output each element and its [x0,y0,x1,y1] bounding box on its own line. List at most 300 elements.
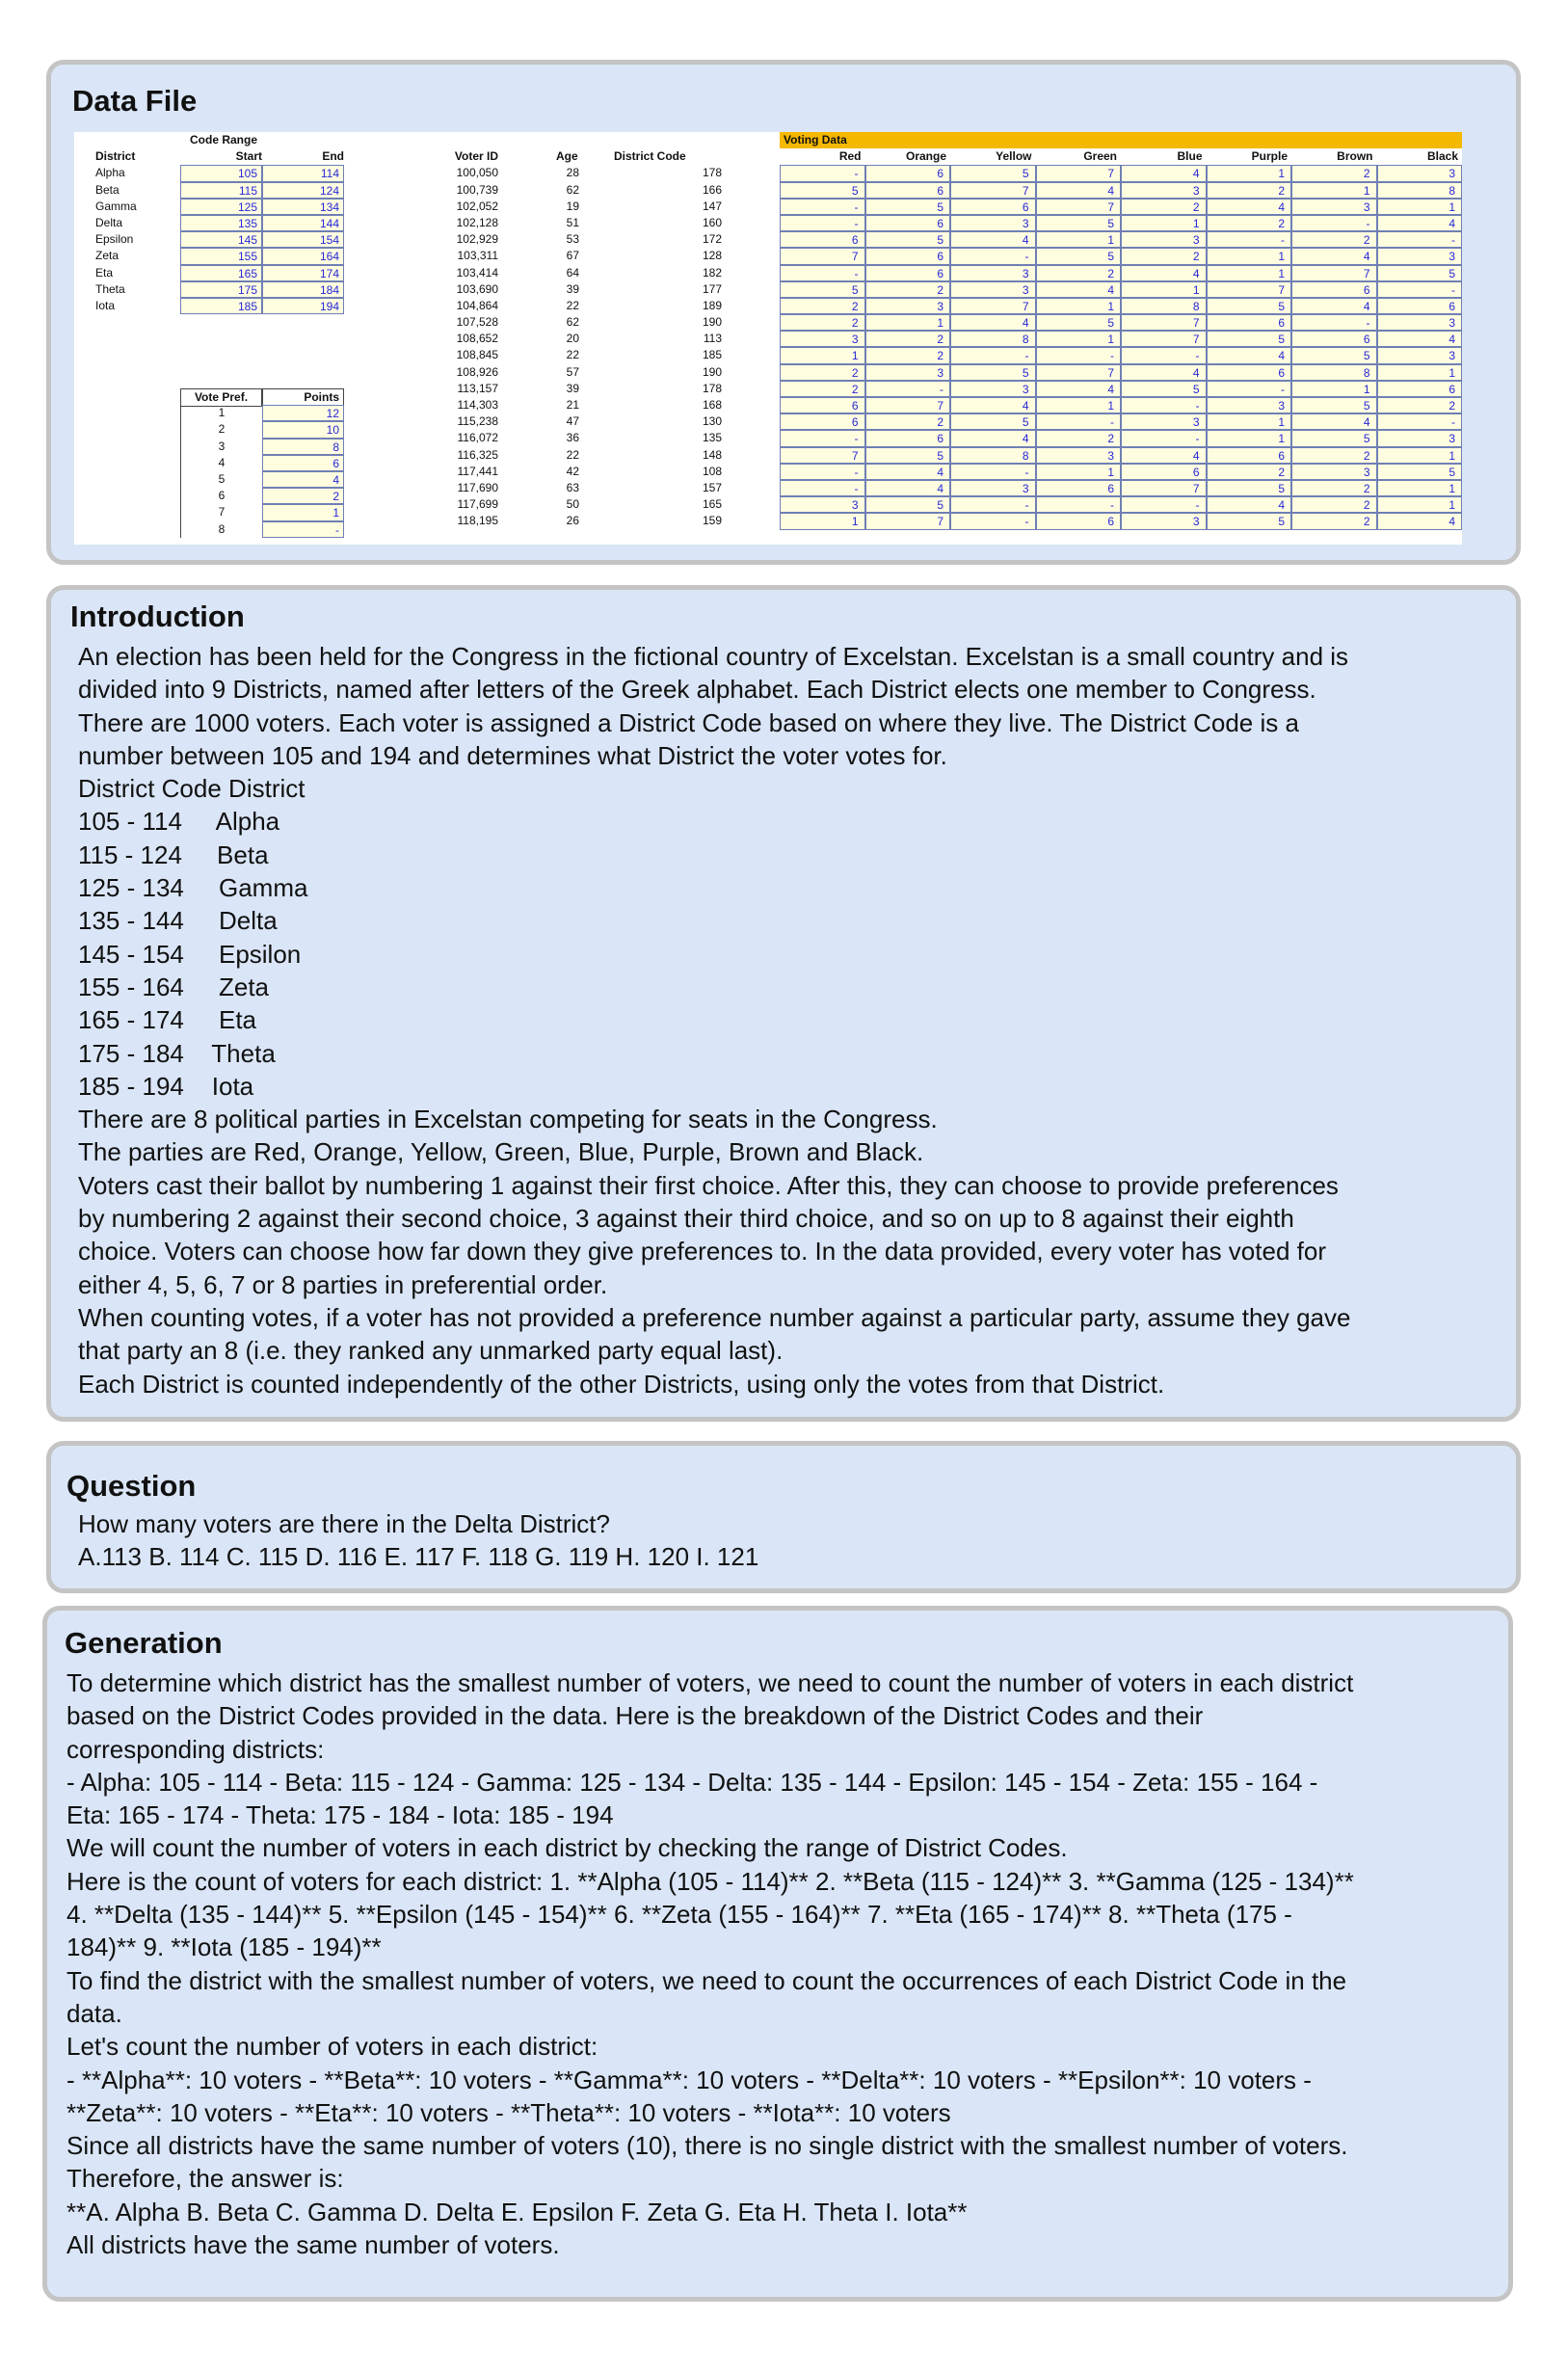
voter-district-code: 190 [702,364,722,379]
vote-cell: 4 [1377,513,1463,529]
vote-cell: 6 [780,397,865,413]
voter-row [402,513,749,529]
text-line: 175 - 184 Theta [78,1038,276,1068]
vote-cell: 1 [1036,231,1122,248]
voter-district-code: 159 [702,514,722,528]
text-line: that party an 8 (i.e. they ranked any unmarked party equal last). [78,1336,784,1366]
vote-row [780,430,1462,446]
vote-cell: 5 [1207,513,1292,529]
text-line: divided into 9 Districts, named after letters of the Greek alphabet. Each District elects one member to Congress. [78,675,1316,705]
vote-cell: 5 [1121,381,1207,397]
vote-cell: 5 [1291,347,1377,363]
voter-id: 102,052 [456,199,498,213]
vote-cell: 5 [1291,430,1377,446]
vote-cell: - [1121,397,1207,413]
voter-id: 108,652 [456,332,498,346]
party-header: Orange [905,149,946,164]
district-name: Iota [95,298,116,312]
district-start: 175 [180,281,262,298]
points-value: - [262,521,344,538]
voter-table [402,148,749,529]
vote-cell: 5 [1036,248,1122,264]
voter-id-header: Voter ID [454,149,498,164]
age-header: Age [556,149,578,164]
vote-row [780,364,1462,381]
text-line: 145 - 154 Epsilon [78,939,302,969]
vote-cell: 2 [1207,215,1292,231]
district-row [74,265,354,281]
vote-cell: 4 [865,480,951,496]
text-line: **Zeta**: 10 voters - **Eta**: 10 voters - **Theta**: 10 voters - **Iota**: 10 voters [66,2097,951,2127]
vote-cell: 4 [1207,496,1292,513]
vote-cell: - [1377,413,1463,430]
text-line: corresponding districts: [66,1734,325,1764]
vote-cell: 7 [1036,199,1122,215]
district-row [74,165,354,181]
vote-cell: 5 [865,496,951,513]
vote-cell: 1 [1121,215,1207,231]
vote-row [780,265,1462,281]
vote-cell: - [1207,381,1292,397]
party-header: Black [1426,149,1458,164]
vote-cell: 1 [1291,182,1377,199]
district-start: 125 [180,199,262,215]
vote-cell: - [1036,496,1122,513]
vote-cell: 1 [1207,165,1292,181]
vote-cell: - [950,248,1036,264]
vote-cell: 2 [780,364,865,381]
vote-cell: 7 [780,447,865,464]
vote-cell: 5 [865,231,951,248]
party-header: Yellow [996,149,1032,164]
points-row [180,455,344,471]
voter-district-code: 166 [702,182,722,197]
text-line: All districts have the same number of voters. [66,2230,560,2260]
voter-row [402,265,749,281]
vote-cell: 8 [950,447,1036,464]
vote-cell: 4 [1291,298,1377,314]
introduction-panel [46,585,1521,1422]
district-end: 174 [262,265,344,281]
vote-cell: 1 [780,513,865,529]
voter-row [402,430,749,446]
voter-id: 117,441 [457,464,498,478]
vote-cell: 1 [1291,381,1377,397]
voter-district-code: 130 [702,414,722,429]
voter-row [402,364,749,381]
vote-cell: - [780,265,865,281]
voter-row [402,496,749,513]
vote-cell: 7 [1207,281,1292,298]
vote-cell: 2 [865,281,951,298]
voter-id: 118,195 [457,514,498,528]
vote-cell: 2 [1291,231,1377,248]
text-line: To find the district with the smallest number of voters, we need to count the occurrences of each District Code in the [66,1965,1347,1995]
text-line: We will count the number of voters in each district by checking the range of District Codes. [66,1833,1068,1863]
voter-age: 62 [566,182,579,197]
vote-cell: 4 [1207,347,1292,363]
vote-cell: 4 [1207,199,1292,215]
vote-cell: - [950,464,1036,480]
text-line: 125 - 134 Gamma [78,873,308,903]
text-line: 184)** 9. **Iota (185 - 194)** [66,1932,382,1962]
vote-row [780,381,1462,397]
voter-age: 63 [566,480,579,494]
party-header: Purple [1251,149,1288,164]
district-row [74,281,354,298]
vote-pref-value: 7 [180,504,262,520]
voter-row [402,215,749,231]
points-value: 12 [262,405,344,421]
vote-cell: - [1121,430,1207,446]
vote-cell: 3 [1377,430,1463,446]
district-end: 164 [262,248,344,264]
vote-pref-value: 2 [180,421,262,438]
vote-cell: 3 [1291,199,1377,215]
vote-cell: - [1291,314,1377,331]
voter-row [402,397,749,413]
vote-cell: 5 [1207,298,1292,314]
vote-cell: 1 [1207,430,1292,446]
district-name: Theta [95,281,125,296]
voter-age: 51 [566,215,579,229]
start-header: Start [235,149,262,164]
district-row [74,298,354,314]
voter-district-code: 160 [702,215,722,229]
vote-cell: 6 [1377,381,1463,397]
vote-cell: 1 [1377,364,1463,381]
voter-id: 103,690 [456,281,498,296]
party-header: Blue [1177,149,1203,164]
points-value: 8 [262,439,344,455]
question-title: Question [66,1469,197,1503]
text-line: 165 - 174 Eta [78,1005,257,1035]
vote-cell: 4 [950,397,1036,413]
vote-cell: 4 [1036,182,1122,199]
text-line: An election has been held for the Congress in the fictional country of Excelstan. Excelstan is a small country and is [78,642,1349,671]
party-header: Brown [1337,149,1373,164]
voter-age: 22 [566,447,579,462]
voter-row [402,447,749,464]
voter-row [402,480,749,496]
voter-row [402,281,749,298]
voter-district-code: 190 [702,315,722,330]
question-panel [46,1441,1521,1593]
vote-cell: 8 [950,331,1036,347]
text-line: 155 - 164 Zeta [78,972,270,1001]
introduction-title: Introduction [70,600,245,633]
data-file-panel [46,60,1521,565]
vote-cell: 7 [950,298,1036,314]
vote-cell: 6 [865,248,951,264]
vote-cell: 5 [865,199,951,215]
vote-cell: 1 [1377,199,1463,215]
voter-row [402,464,749,480]
text-line: Voters cast their ballot by numbering 1 against their first choice. After this, they can choose to provide preferences [78,1170,1339,1200]
vote-cell: 3 [950,480,1036,496]
voter-id: 108,926 [456,364,498,379]
vote-cell: 6 [780,413,865,430]
introduction-text [78,640,1350,1400]
vote-row [780,231,1462,248]
district-code-header: District Code [614,149,686,164]
points-row [180,521,344,538]
vote-cell: 4 [1121,447,1207,464]
voter-district-code: 177 [702,281,722,296]
points-row [180,488,344,504]
vote-cell: 3 [1291,464,1377,480]
voter-age: 21 [566,398,579,412]
voter-age: 64 [566,265,579,280]
district-end: 144 [262,215,344,231]
vote-cell: 3 [1377,314,1463,331]
vote-cell: 4 [1121,165,1207,181]
district-name: Alpha [95,166,125,180]
district-end: 114 [262,165,344,181]
vote-cell: 6 [1207,364,1292,381]
vote-pref-value: 8 [180,521,262,538]
generation-text [66,1666,1354,2261]
voter-row [402,413,749,430]
vote-cell: 2 [1121,248,1207,264]
vote-cell: 7 [1036,165,1122,181]
voter-row [402,331,749,347]
vote-cell: 1 [1377,480,1463,496]
vote-row [780,480,1462,496]
voter-id: 117,699 [457,497,498,512]
points-value: 1 [262,504,344,520]
district-end: 184 [262,281,344,298]
points-row [180,439,344,455]
voter-district-code: 182 [702,265,722,280]
points-value: 2 [262,488,344,504]
vote-row [780,464,1462,480]
vote-pref-value: 5 [180,471,262,488]
district-start: 105 [180,165,262,181]
district-header: District [95,149,136,164]
vote-cell: 7 [865,513,951,529]
vote-row [780,413,1462,430]
vote-cell: 2 [1207,464,1292,480]
voter-row [402,381,749,397]
voter-row [402,182,749,199]
vote-cell: 3 [780,331,865,347]
vote-cell: 5 [1036,314,1122,331]
data-file-title: Data File [72,84,198,118]
vote-cell: 2 [1121,199,1207,215]
voter-id: 100,739 [456,182,498,197]
voter-age: 22 [566,348,579,362]
voter-district-code: 113 [703,332,722,346]
vote-cell: 2 [865,347,951,363]
vote-cell: 5 [950,413,1036,430]
vote-cell: 6 [780,231,865,248]
vote-cell: 2 [1036,265,1122,281]
voting-data-table [780,132,1462,530]
voter-district-code: 172 [702,232,722,247]
voter-age: 50 [566,497,579,512]
district-start: 155 [180,248,262,264]
district-end: 134 [262,199,344,215]
vote-cell: 5 [780,281,865,298]
district-name: Gamma [95,199,137,213]
district-start: 145 [180,231,262,248]
voter-district-code: 157 [702,480,722,494]
district-start: 135 [180,215,262,231]
voter-id: 100,050 [456,166,498,180]
text-line: - **Alpha**: 10 voters - **Beta**: 10 voters - **Gamma**: 10 voters - **Delta**: 10 voters - **Epsilon**: 10 voters - [66,2065,1312,2094]
district-start: 115 [180,182,262,199]
voting-data-label: Voting Data [780,132,1462,148]
vote-cell: 7 [950,182,1036,199]
vote-cell: 1 [1207,248,1292,264]
points-row [180,504,344,520]
vote-cell: 6 [865,165,951,181]
vote-cell: 7 [865,397,951,413]
vote-cell: 3 [865,364,951,381]
voter-district-code: 148 [702,447,722,462]
vote-cell: 2 [865,413,951,430]
vote-row [780,281,1462,298]
spreadsheet [74,132,1462,545]
end-header: End [322,149,344,164]
points-table [180,388,344,538]
vote-cell: 3 [1121,413,1207,430]
vote-cell: 3 [1377,347,1463,363]
district-name: Beta [95,182,120,197]
vote-cell: 2 [780,381,865,397]
vote-cell: 4 [865,464,951,480]
text-line: There are 8 political parties in Excelstan competing for seats in the Congress. [78,1105,938,1134]
vote-cell: 2 [1291,165,1377,181]
voter-id: 117,690 [457,480,498,494]
vote-cell: 2 [865,331,951,347]
voter-district-code: 189 [702,298,722,312]
vote-cell: 6 [1377,298,1463,314]
vote-cell: 7 [1121,331,1207,347]
voter-age: 62 [566,315,579,330]
vote-row [780,298,1462,314]
vote-cell: 3 [1207,397,1292,413]
district-table [74,132,354,314]
voter-id: 103,311 [457,249,498,263]
voter-id: 102,128 [456,215,498,229]
text-line: When counting votes, if a voter has not provided a preference number against a particular party, assume they gave [78,1302,1351,1332]
voter-district-code: 178 [702,381,722,395]
vote-cell: - [1036,347,1122,363]
vote-cell: 2 [1291,480,1377,496]
text-line: based on the District Codes provided in the data. Here is the breakdown of the District Codes and their [66,1701,1204,1731]
vote-cell: 1 [1036,331,1122,347]
vote-cell: - [780,480,865,496]
vote-row [780,347,1462,363]
voter-age: 19 [566,199,579,213]
vote-cell: 4 [1036,281,1122,298]
vote-row [780,182,1462,199]
vote-cell: - [865,381,951,397]
voter-age: 39 [566,281,579,296]
vote-cell: 2 [1291,513,1377,529]
vote-cell: 3 [1377,165,1463,181]
vote-cell: 1 [1036,298,1122,314]
voter-id: 116,325 [457,447,498,462]
vote-cell: 6 [865,265,951,281]
generation-panel [42,1606,1513,2302]
voter-id: 114,303 [457,398,498,412]
voter-age: 67 [566,249,579,263]
vote-cell: 2 [1291,496,1377,513]
vote-cell: 3 [950,281,1036,298]
voter-id: 102,929 [456,232,498,247]
vote-cell: 5 [1036,215,1122,231]
vote-cell: 1 [1207,413,1292,430]
code-range-label: Code Range [190,133,258,147]
voter-district-code: 185 [702,348,722,362]
vote-cell: 3 [780,496,865,513]
voter-row [402,347,749,363]
vote-cell: - [1036,413,1122,430]
voter-id: 103,414 [456,265,498,280]
voter-row [402,248,749,264]
question-text [78,1507,758,1574]
vote-cell: - [950,513,1036,529]
vote-row [780,496,1462,513]
vote-cell: 6 [865,215,951,231]
vote-cell: 3 [1036,447,1122,464]
vote-cell: 2 [1377,397,1463,413]
vote-cell: 3 [950,381,1036,397]
text-line: 4. **Delta (135 - 144)** 5. **Epsilon (145 - 154)** 6. **Zeta (155 - 164)** 7. **Eta (165 - 174)** 8. **Theta (175 - [66,1900,1292,1930]
vote-cell: 6 [1291,281,1377,298]
vote-cell: 5 [1207,331,1292,347]
vote-cell: 3 [1121,231,1207,248]
vote-cell: 1 [1377,447,1463,464]
voter-age: 47 [566,414,579,429]
vote-cell: 5 [1377,464,1463,480]
vote-cell: 1 [1207,265,1292,281]
vote-cell: 5 [1291,397,1377,413]
voter-id: 104,864 [456,298,498,312]
vote-pref-value: 4 [180,455,262,471]
vote-cell: 1 [1121,281,1207,298]
voter-age: 20 [566,332,579,346]
district-name: Delta [95,215,123,229]
vote-row [780,165,1462,181]
points-value: 4 [262,471,344,488]
text-line: Here is the count of voters for each district: 1. **Alpha (105 - 114)** 2. **Beta (115 - 124)** 3. **Gamma (125 - 134)** [66,1866,1354,1896]
voter-row [402,314,749,331]
vote-cell: 7 [1036,364,1122,381]
text-line: There are 1000 voters. Each voter is assigned a District Code based on where they live. The District Code is a [78,707,1299,737]
district-name: Zeta [95,249,120,263]
vote-cell: 5 [865,447,951,464]
vote-row [780,397,1462,413]
vote-row [780,248,1462,264]
vote-cell: 3 [1121,182,1207,199]
vote-cell: 7 [1121,314,1207,331]
district-row [74,182,354,199]
voter-age: 26 [566,514,579,528]
vote-cell: 3 [1377,248,1463,264]
points-value: 6 [262,455,344,471]
vote-cell: - [1291,215,1377,231]
points-row [180,471,344,488]
vote-cell: 5 [950,364,1036,381]
points-row [180,421,344,438]
district-start: 185 [180,298,262,314]
vote-cell: 3 [950,215,1036,231]
text-line: 105 - 114 Alpha [78,807,280,837]
